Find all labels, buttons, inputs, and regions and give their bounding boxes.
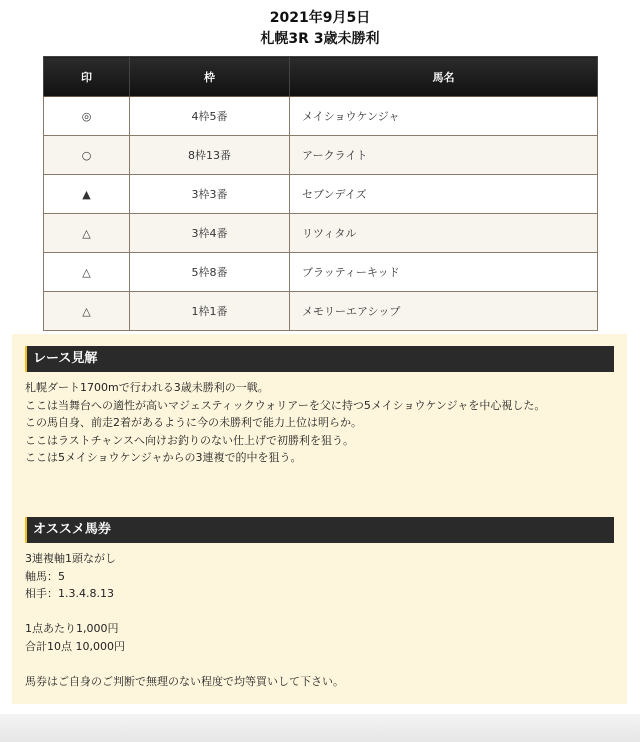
frame-number: 3枠3番: [130, 175, 290, 214]
analysis-line: 札幌ダート1700mで行われる3歳未勝利の一戦。: [25, 381, 269, 394]
page-footer-shade: [0, 714, 640, 742]
race-date: 2021年9月5日: [269, 10, 371, 26]
spacer: [25, 603, 615, 621]
analysis-line: ここは5メイショウケンジャからの3連複で的中を狙う。: [25, 451, 302, 464]
bet-type: 3連複軸1頭ながし: [25, 552, 116, 565]
horse-name: メイショウケンジャ: [290, 97, 598, 136]
analysis-line: この馬自身、前走2着があるように今の未勝利で能力上位は明らか。: [25, 416, 362, 429]
header-frame: 枠: [130, 57, 290, 97]
analysis-line: ここは当舞台への適性が高いマジェスティックウォリアーを父に持つ5メイショウケンジャを中心視した。: [25, 398, 546, 412]
mark-triangle: △: [44, 214, 130, 253]
mark-filled-triangle: ▲: [44, 175, 130, 214]
table-row: [44, 175, 598, 214]
table-row: [44, 136, 598, 175]
frame-number: 3枠4番: [130, 214, 290, 253]
table-row: [44, 97, 598, 136]
frame-number: 1枠1番: [130, 292, 290, 331]
analysis-text: [25, 379, 615, 467]
commentary-box: [12, 334, 627, 704]
mark-circle: ○: [44, 136, 130, 175]
bet-total: 合計10点 10,000円: [25, 639, 125, 653]
mark-triangle: △: [44, 253, 130, 292]
frame-number: 8枠13番: [130, 136, 290, 175]
horse-name: ブラッティーキッド: [290, 253, 598, 292]
bet-note: 馬券はご自身のご判断で無理のない程度で均等買いして下さい。: [25, 674, 344, 688]
spacer: [25, 655, 615, 673]
bet-partners: 相手：1.3.4.8.13: [25, 587, 114, 600]
table-row: [44, 253, 598, 292]
horse-name: リツィタル: [290, 214, 598, 253]
header-mark: 印: [44, 57, 130, 97]
analysis-heading: レース見解: [25, 346, 614, 372]
race-name: 札幌3R 3歳未勝利: [260, 31, 380, 47]
header-horse: 馬名: [290, 57, 598, 97]
mark-double-circle: ◎: [44, 97, 130, 136]
frame-number: 4枠5番: [130, 97, 290, 136]
recommend-text: [25, 550, 615, 690]
recommend-heading: オススメ馬券: [25, 517, 614, 543]
bet-per-point: 1点あたり1,000円: [25, 622, 119, 635]
prediction-table: [43, 56, 598, 331]
horse-name: メモリーエアシップ: [290, 292, 598, 331]
table-row: [44, 292, 598, 331]
frame-number: 5枠8番: [130, 253, 290, 292]
race-header: [0, 8, 640, 50]
bet-axis: 軸馬：5: [25, 569, 65, 583]
horse-name: セブンデイズ: [290, 175, 598, 214]
mark-triangle: △: [44, 292, 130, 331]
analysis-line: ここはラストチャンスへ向けお釣りのない仕上げで初勝利を狙う。: [25, 433, 355, 447]
horse-name: アークライト: [290, 136, 598, 175]
table-header-row: [44, 57, 598, 97]
table-row: [44, 214, 598, 253]
